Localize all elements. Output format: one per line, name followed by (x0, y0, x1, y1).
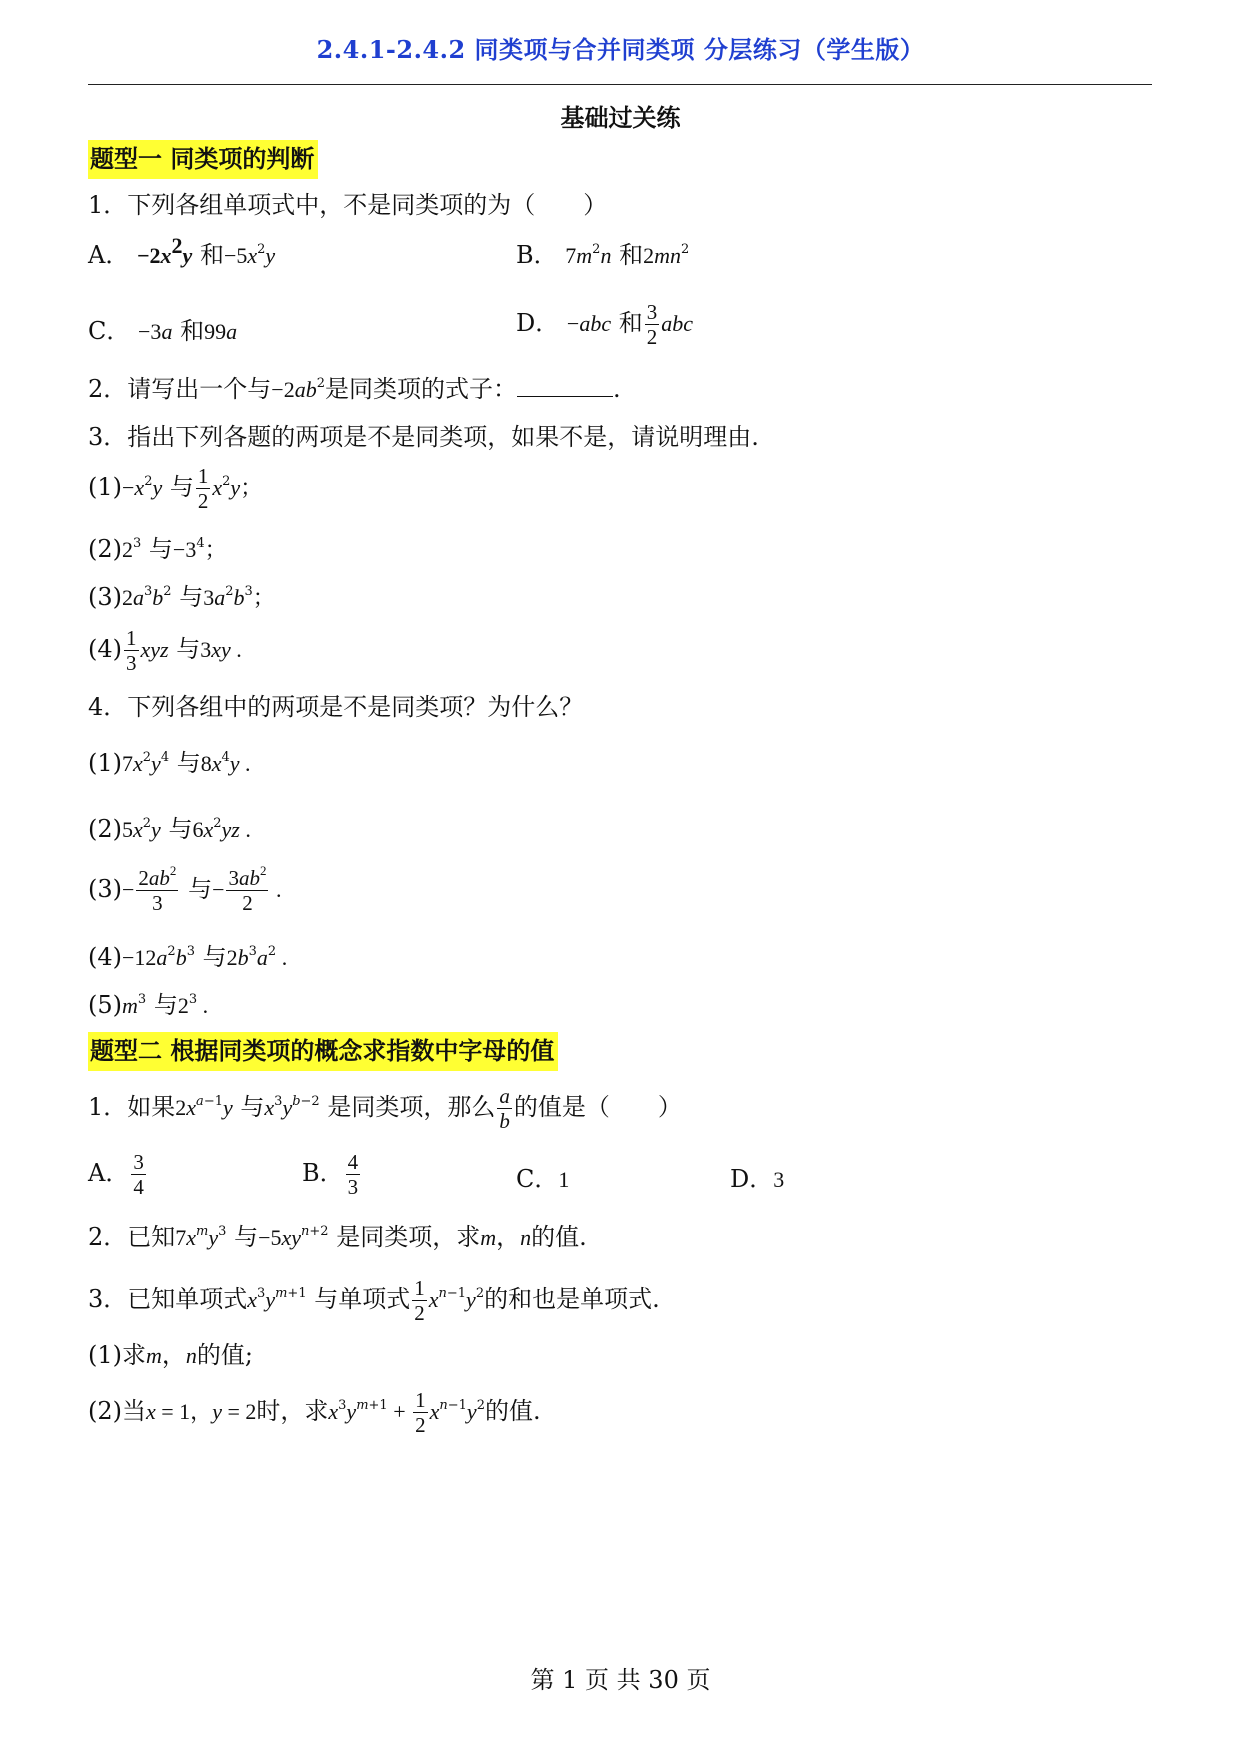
document-title: 2.4.1-2.4.2 同类项与合并同类项 分层练习（学生版） (316, 35, 925, 64)
header-divider (88, 84, 1152, 85)
p1-q1-option-a[interactable]: A． $-2x^2y$ 和$-5x^2y$ (88, 233, 276, 269)
p1-q1-stem: 1．下列各组单项式中，不是同类项的为（ ） (88, 191, 608, 219)
p1-q4-item-1: $(1)7x^2y^4$ 与$8x^4y$ . (88, 749, 251, 777)
p2-q1-option-d[interactable]: D．3 (730, 1165, 785, 1193)
p1-q4-item-3: (3)− $\frac{2ab^2}{3}$ 与− $\frac{3ab^2}{2}$ . (88, 863, 282, 915)
p2-q3-sub-2: (2)当x = 1，y = 2时，求$x^3y^{m+1}$ + $\frac{1}{2}$ $x^{n-1}y^2$的值. (88, 1388, 541, 1437)
p1-q3-item-4: (4) $\frac{1}{3}$ xyz 与3xy . (88, 626, 242, 675)
answer-blank[interactable] (517, 376, 613, 397)
p2-q3-sub-1: (1)求m，n的值; (88, 1341, 253, 1369)
section-title: 基础过关练 (560, 103, 681, 132)
p2-q1-option-b[interactable]: B． $\frac{4}{3}$ (302, 1150, 359, 1199)
p1-q3-item-3: $(3)2a^3b^2$ 与$3a^2b^3$； (88, 583, 275, 611)
part2-heading: 题型二 根据同类项的概念求指数中字母的值 (88, 1032, 558, 1071)
p1-q4-item-5: $(5)m^3$ 与$2^3$ . (88, 991, 209, 1019)
part1-heading: 题型一 同类项的判断 (88, 140, 318, 179)
p1-q2: 2．请写出一个与$-2ab^2$是同类项的式子： . (88, 375, 621, 403)
p1-q4-item-2: $(2)5x^2y$ 与$6x^2yz$ . (88, 815, 251, 843)
p2-q1-option-a[interactable]: A． $\frac{3}{4}$ (88, 1150, 144, 1199)
p1-q1-option-d[interactable]: D． −abc 和 $\frac{3}{2}$ abc (516, 300, 693, 349)
p1-q4-item-4: $(4)-12a^2b^3$ 与$2b^3a^2$ . (88, 943, 288, 971)
p2-q2: 2．已知$7x^my^3$ 与$-5xy^{n+2}$ 是同类项，求m，n的值. (88, 1223, 587, 1251)
p1-q1-option-c[interactable]: C． −3a 和99a (88, 317, 238, 345)
p1-q3-stem: 3．指出下列各题的两项是不是同类项，如果不是，请说明理由. (88, 423, 759, 451)
p1-q1-option-b[interactable]: B． $7m^2n$ 和$2mn^2$ (516, 241, 690, 269)
p1-q4-stem: 4．下列各组中的两项是不是同类项？为什么？ (88, 693, 584, 721)
p2-q1-stem: 1．如果$2x^{a-1}y$ 与$x^3y^{b-2}$ 是同类项，那么 $\frac{a}{b}$ 的值是（ ） (88, 1084, 682, 1133)
page-footer: 第 1 页 共 30 页 (530, 1666, 711, 1694)
p1-q3-item-2: $(2)2^3$ 与$-3^4$； (88, 535, 227, 563)
p2-q1-option-c[interactable]: C．1 (516, 1165, 570, 1193)
p2-q3-stem: 3．已知单项式$x^3y^{m+1}$ 与单项式 $\frac{1}{2}$ $x^{n-1}y^2$的和也是单项式. (88, 1276, 660, 1325)
p1-q3-item-1: $(1)-x^2y$ 与 $\frac{1}{2}$ $x^2y$； (88, 464, 263, 513)
